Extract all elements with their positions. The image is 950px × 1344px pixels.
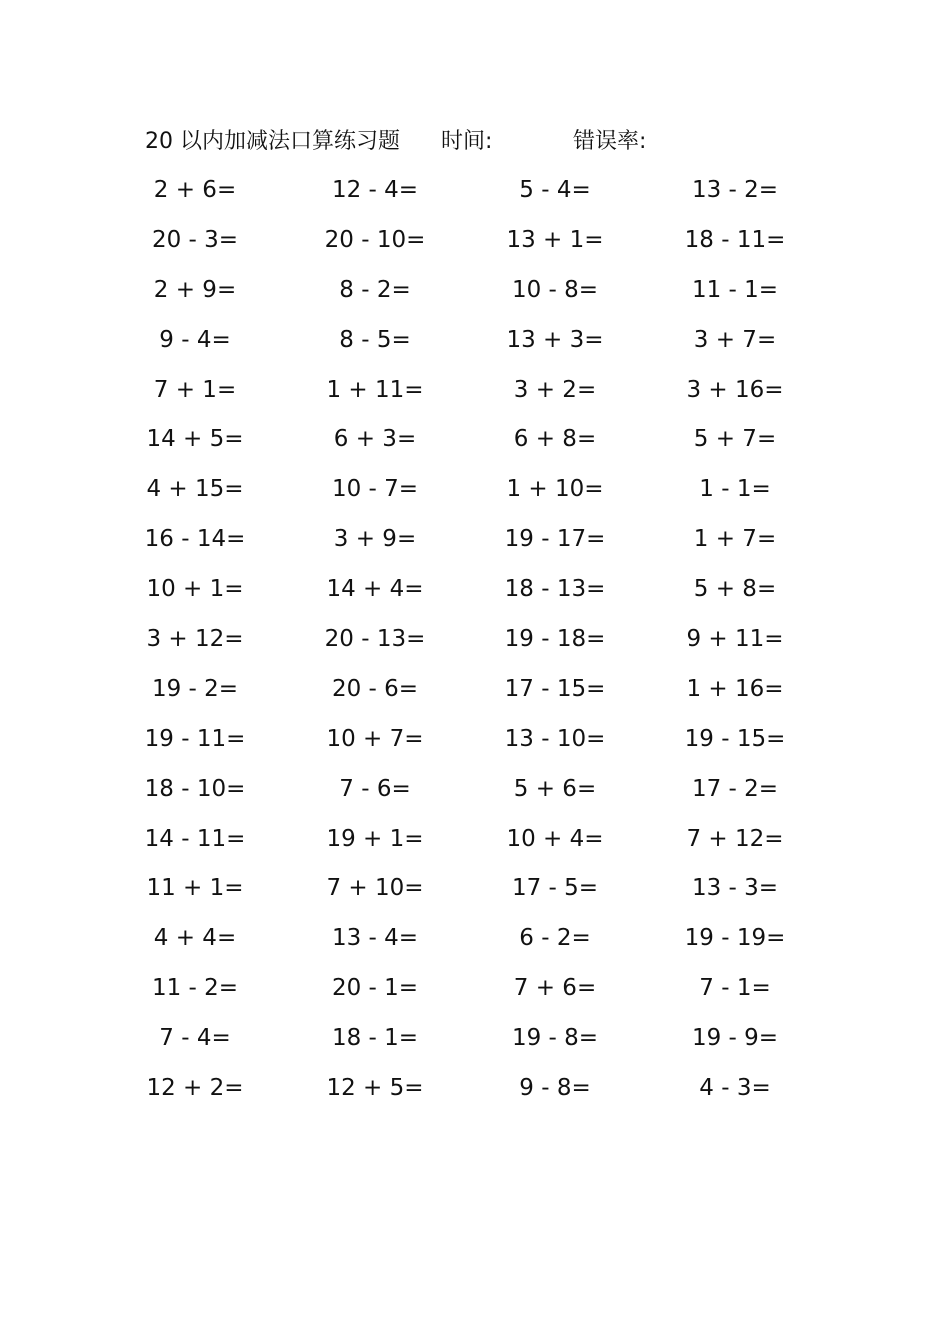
arithmetic-problem: 13 - 2= <box>691 177 779 203</box>
arithmetic-problem: 6 - 2= <box>519 925 591 952</box>
arithmetic-problem: 19 + 1= <box>326 825 424 852</box>
arithmetic-problem: 1 - 1= <box>699 476 771 503</box>
arithmetic-problem: 10 - 8= <box>511 276 599 303</box>
arithmetic-problem: 19 - 15= <box>684 725 786 752</box>
arithmetic-problem: 9 - 8= <box>519 1075 591 1102</box>
arithmetic-problem: 18 - 13= <box>504 576 606 603</box>
error-rate-label: 错误率: <box>573 129 647 154</box>
arithmetic-problem: 4 - 3= <box>699 1075 771 1102</box>
arithmetic-problem: 17 - 15= <box>504 675 606 702</box>
arithmetic-problem: 10 + 7= <box>326 725 424 752</box>
arithmetic-problem: 10 - 7= <box>331 476 419 503</box>
arithmetic-problem: 13 - 4= <box>331 925 419 952</box>
arithmetic-problem: 19 - 17= <box>504 526 606 553</box>
arithmetic-problem: 7 - 6= <box>339 775 411 802</box>
arithmetic-problem: 18 - 1= <box>331 1025 419 1052</box>
arithmetic-problem: 19 - 2= <box>151 675 239 702</box>
arithmetic-problem: 13 - 10= <box>504 725 606 752</box>
arithmetic-problem: 12 + 5= <box>326 1075 424 1102</box>
arithmetic-problem: 8 - 2= <box>339 276 411 303</box>
arithmetic-problem: 14 + 5= <box>146 426 244 453</box>
worksheet-header <box>145 124 785 160</box>
arithmetic-problem: 11 - 2= <box>151 975 239 1002</box>
worksheet-title: 20 以内加减法口算练习题 <box>145 129 400 154</box>
arithmetic-problem: 9 - 4= <box>159 326 231 353</box>
arithmetic-problem: 3 + 2= <box>513 376 597 403</box>
arithmetic-problem: 3 + 7= <box>693 326 777 353</box>
arithmetic-problem: 20 - 3= <box>151 226 239 253</box>
arithmetic-problem: 17 - 2= <box>691 775 779 802</box>
arithmetic-problem: 10 + 1= <box>146 576 244 603</box>
arithmetic-problem: 18 - 10= <box>144 775 246 802</box>
arithmetic-problem: 19 - 8= <box>511 1025 599 1052</box>
arithmetic-problem: 7 + 1= <box>153 376 237 403</box>
arithmetic-problem: 13 + 3= <box>506 326 604 353</box>
arithmetic-problem: 12 + 2= <box>146 1075 244 1102</box>
arithmetic-problem: 16 - 14= <box>144 526 246 553</box>
arithmetic-problem: 5 - 4= <box>519 177 591 203</box>
arithmetic-problem: 14 - 11= <box>144 825 246 852</box>
arithmetic-problem: 13 + 1= <box>506 226 604 253</box>
arithmetic-problem: 4 + 4= <box>153 925 237 952</box>
arithmetic-problem: 4 + 15= <box>146 476 244 503</box>
arithmetic-problem: 19 - 19= <box>684 925 786 952</box>
arithmetic-problem: 12 - 4= <box>331 177 419 203</box>
arithmetic-problem: 3 + 16= <box>686 376 784 403</box>
arithmetic-problem: 18 - 11= <box>684 226 786 253</box>
arithmetic-problem: 11 + 1= <box>146 875 244 902</box>
arithmetic-problem: 20 - 10= <box>324 226 426 253</box>
arithmetic-problem: 8 - 5= <box>339 326 411 353</box>
arithmetic-problem: 2 + 6= <box>153 177 237 203</box>
time-label: 时间: <box>441 129 493 154</box>
arithmetic-problem: 20 - 1= <box>331 975 419 1002</box>
arithmetic-problem: 17 - 5= <box>511 875 599 902</box>
arithmetic-problem: 5 + 8= <box>693 576 777 603</box>
arithmetic-problem: 7 - 1= <box>699 975 771 1002</box>
arithmetic-problem: 3 + 12= <box>146 626 244 653</box>
arithmetic-problem: 2 + 9= <box>153 276 237 303</box>
arithmetic-problem: 3 + 9= <box>333 526 417 553</box>
arithmetic-problem: 5 + 6= <box>513 775 597 802</box>
arithmetic-problem: 11 - 1= <box>691 276 779 303</box>
arithmetic-problem: 20 - 13= <box>324 626 426 653</box>
arithmetic-problem: 1 + 11= <box>326 376 424 403</box>
arithmetic-problem: 10 + 4= <box>506 825 604 852</box>
arithmetic-problem: 14 + 4= <box>326 576 424 603</box>
arithmetic-problem: 1 + 16= <box>686 675 784 702</box>
arithmetic-problem: 19 - 18= <box>504 626 606 653</box>
arithmetic-problem: 6 + 8= <box>513 426 597 453</box>
arithmetic-problem: 19 - 9= <box>691 1025 779 1052</box>
arithmetic-problem: 20 - 6= <box>331 675 419 702</box>
arithmetic-problem: 7 + 10= <box>326 875 424 902</box>
arithmetic-problem: 7 + 6= <box>513 975 597 1002</box>
arithmetic-problem: 7 + 12= <box>686 825 784 852</box>
arithmetic-problem: 13 - 3= <box>691 875 779 902</box>
arithmetic-problem: 1 + 7= <box>693 526 777 553</box>
arithmetic-problem: 9 + 11= <box>686 626 784 653</box>
arithmetic-problem: 5 + 7= <box>693 426 777 453</box>
arithmetic-problem: 1 + 10= <box>506 476 604 503</box>
arithmetic-problem: 6 + 3= <box>333 426 417 453</box>
problem-grid <box>140 166 800 1114</box>
arithmetic-problem: 7 - 4= <box>159 1025 231 1052</box>
arithmetic-problem: 19 - 11= <box>144 725 246 752</box>
